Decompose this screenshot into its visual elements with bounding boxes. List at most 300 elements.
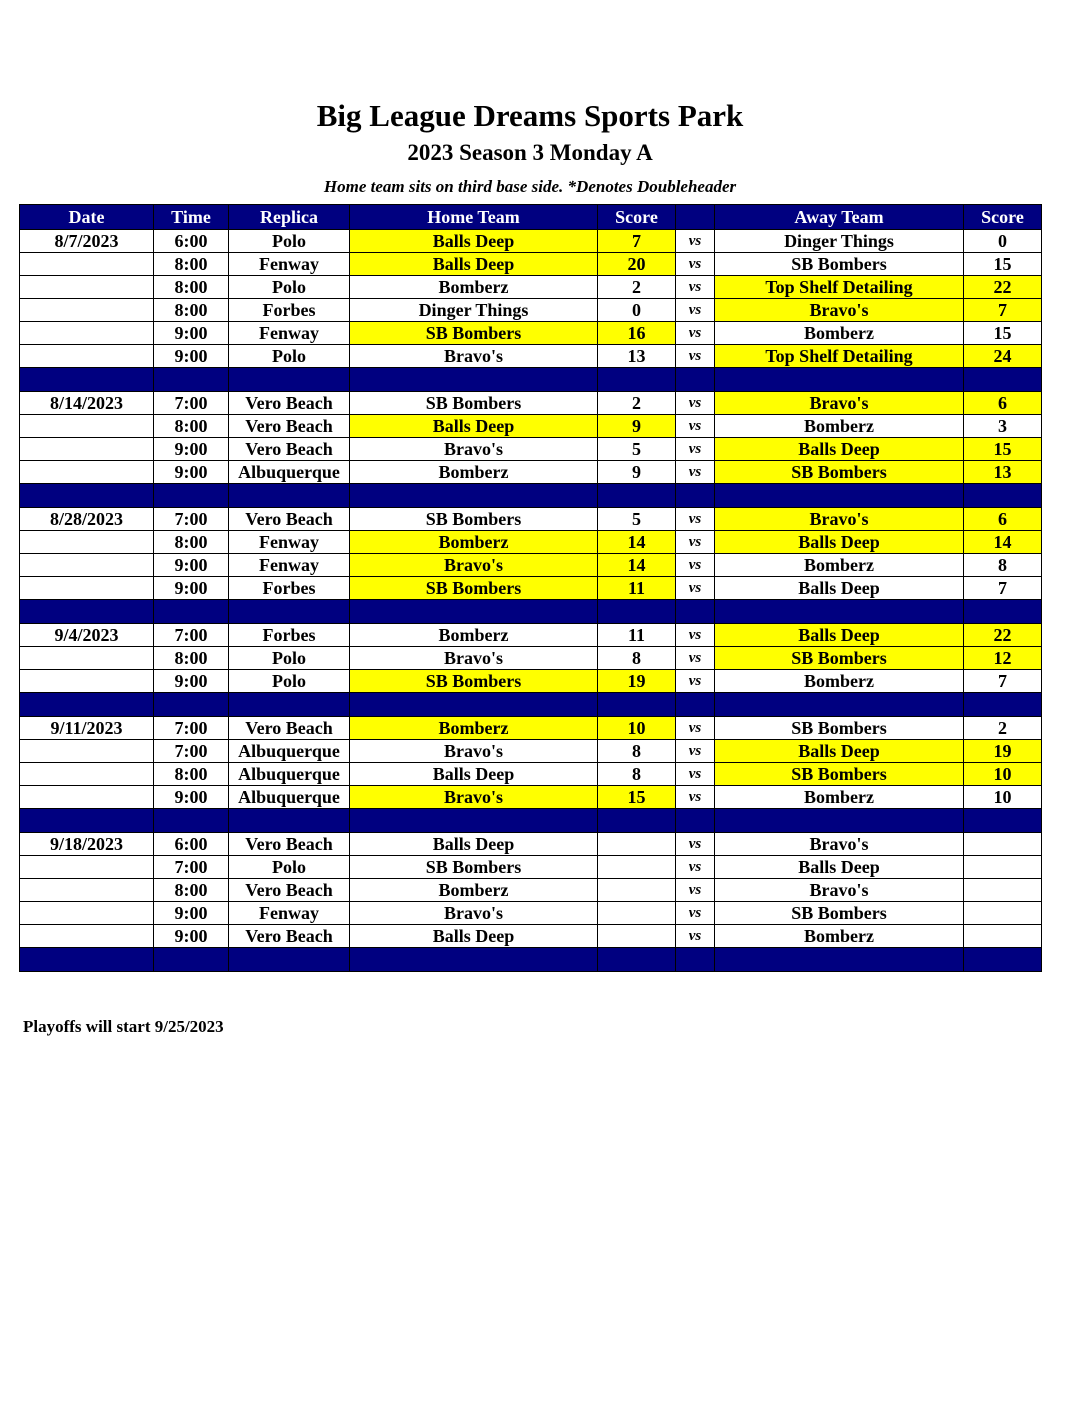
game-time: 6:00 (154, 833, 229, 856)
away-team: SB Bombers (715, 717, 964, 740)
home-team: Bomberz (350, 717, 598, 740)
home-team: SB Bombers (350, 577, 598, 600)
away-score: 0 (964, 230, 1042, 253)
separator-cell (964, 368, 1042, 392)
game-row (20, 833, 1042, 856)
game-row (20, 624, 1042, 647)
separator-cell (20, 693, 154, 717)
game-row (20, 577, 1042, 600)
game-field: Vero Beach (229, 717, 350, 740)
away-team: Bravo's (715, 392, 964, 415)
game-row (20, 461, 1042, 484)
game-field: Vero Beach (229, 879, 350, 902)
away-team: Bravo's (715, 299, 964, 322)
separator-cell (715, 484, 964, 508)
game-field: Fenway (229, 902, 350, 925)
separator-cell (154, 600, 229, 624)
home-team: Balls Deep (350, 833, 598, 856)
game-time: 9:00 (154, 322, 229, 345)
game-time: 9:00 (154, 554, 229, 577)
away-team: Bomberz (715, 670, 964, 693)
vs-label: vs (676, 925, 715, 948)
away-team: Bomberz (715, 554, 964, 577)
away-score: 22 (964, 624, 1042, 647)
game-time: 7:00 (154, 740, 229, 763)
col-header-time: Time (154, 205, 229, 230)
home-score: 9 (598, 461, 676, 484)
game-time: 9:00 (154, 902, 229, 925)
vs-label: vs (676, 647, 715, 670)
separator-cell (229, 948, 350, 972)
week-separator-row (20, 484, 1042, 508)
vs-label: vs (676, 786, 715, 809)
game-date-empty (20, 740, 154, 763)
home-score: 7 (598, 230, 676, 253)
away-score (964, 879, 1042, 902)
game-field: Albuquerque (229, 740, 350, 763)
home-team: SB Bombers (350, 392, 598, 415)
home-score: 15 (598, 786, 676, 809)
col-header-home-score: Score (598, 205, 676, 230)
season-subtitle: 2023 Season 3 Monday A (407, 140, 653, 165)
separator-cell (598, 693, 676, 717)
home-team: Balls Deep (350, 253, 598, 276)
game-field: Fenway (229, 253, 350, 276)
vs-label: vs (676, 276, 715, 299)
home-team: Bomberz (350, 531, 598, 554)
week-separator-row (20, 368, 1042, 392)
home-team: SB Bombers (350, 670, 598, 693)
vs-label: vs (676, 717, 715, 740)
away-team: Bomberz (715, 925, 964, 948)
game-field: Forbes (229, 577, 350, 600)
home-score (598, 879, 676, 902)
away-team: Balls Deep (715, 740, 964, 763)
away-team: Bomberz (715, 786, 964, 809)
col-header-away-score: Score (964, 205, 1042, 230)
separator-cell (350, 809, 598, 833)
home-score: 8 (598, 740, 676, 763)
home-score: 5 (598, 508, 676, 531)
vs-label: vs (676, 508, 715, 531)
home-team: Bomberz (350, 879, 598, 902)
separator-cell (229, 484, 350, 508)
away-score: 3 (964, 415, 1042, 438)
game-field: Polo (229, 856, 350, 879)
separator-cell (715, 809, 964, 833)
away-team: SB Bombers (715, 461, 964, 484)
header-row (20, 205, 1042, 230)
home-team: Bravo's (350, 345, 598, 368)
game-field: Fenway (229, 554, 350, 577)
game-field: Polo (229, 230, 350, 253)
game-date: 9/11/2023 (20, 717, 154, 740)
away-team: Bomberz (715, 415, 964, 438)
home-score: 2 (598, 392, 676, 415)
separator-cell (154, 948, 229, 972)
separator-cell (964, 948, 1042, 972)
col-header-away-team: Away Team (715, 205, 964, 230)
away-score: 8 (964, 554, 1042, 577)
vs-label: vs (676, 392, 715, 415)
away-team: SB Bombers (715, 763, 964, 786)
home-score: 11 (598, 577, 676, 600)
game-time: 7:00 (154, 508, 229, 531)
home-score: 8 (598, 763, 676, 786)
vs-label: vs (676, 670, 715, 693)
away-score: 24 (964, 345, 1042, 368)
separator-cell (598, 948, 676, 972)
game-field: Polo (229, 276, 350, 299)
game-field: Vero Beach (229, 925, 350, 948)
vs-label: vs (676, 461, 715, 484)
home-team: Bravo's (350, 438, 598, 461)
game-date-empty (20, 763, 154, 786)
game-date-empty (20, 647, 154, 670)
col-header-date: Date (20, 205, 154, 230)
away-score: 15 (964, 253, 1042, 276)
week-separator-row (20, 809, 1042, 833)
game-date: 8/28/2023 (20, 508, 154, 531)
game-row (20, 554, 1042, 577)
away-score: 19 (964, 740, 1042, 763)
game-row (20, 763, 1042, 786)
vs-label: vs (676, 763, 715, 786)
away-score: 14 (964, 531, 1042, 554)
home-team: Balls Deep (350, 230, 598, 253)
vs-label: vs (676, 554, 715, 577)
away-team: Bravo's (715, 833, 964, 856)
game-field: Fenway (229, 322, 350, 345)
game-row (20, 508, 1042, 531)
away-team: Balls Deep (715, 624, 964, 647)
away-team: Top Shelf Detailing (715, 345, 964, 368)
away-team: SB Bombers (715, 902, 964, 925)
game-date-empty (20, 415, 154, 438)
page-title: Big League Dreams Sports Park (316, 98, 744, 133)
home-score: 19 (598, 670, 676, 693)
schedule-body (20, 230, 1042, 972)
separator-cell (154, 484, 229, 508)
home-score: 16 (598, 322, 676, 345)
home-team: Bravo's (350, 786, 598, 809)
game-row (20, 345, 1042, 368)
separator-cell (964, 484, 1042, 508)
game-row (20, 925, 1042, 948)
game-row (20, 322, 1042, 345)
game-row (20, 438, 1042, 461)
game-date-empty (20, 531, 154, 554)
game-time: 8:00 (154, 299, 229, 322)
separator-cell (20, 600, 154, 624)
home-team: Bravo's (350, 740, 598, 763)
game-time: 8:00 (154, 415, 229, 438)
away-team: Top Shelf Detailing (715, 276, 964, 299)
home-team: Balls Deep (350, 763, 598, 786)
separator-cell (676, 484, 715, 508)
game-date-empty (20, 577, 154, 600)
game-field: Forbes (229, 624, 350, 647)
game-time: 8:00 (154, 253, 229, 276)
separator-cell (715, 693, 964, 717)
separator-cell (964, 600, 1042, 624)
separator-cell (229, 600, 350, 624)
home-team: Dinger Things (350, 299, 598, 322)
game-row (20, 531, 1042, 554)
separator-cell (229, 809, 350, 833)
game-field: Fenway (229, 531, 350, 554)
game-field: Albuquerque (229, 461, 350, 484)
game-date-empty (20, 856, 154, 879)
away-score (964, 902, 1042, 925)
game-field: Vero Beach (229, 833, 350, 856)
away-team: Bravo's (715, 508, 964, 531)
home-team: Balls Deep (350, 415, 598, 438)
separator-cell (20, 809, 154, 833)
home-score (598, 856, 676, 879)
away-score (964, 833, 1042, 856)
game-date-empty (20, 925, 154, 948)
home-score (598, 925, 676, 948)
game-row (20, 276, 1042, 299)
vs-label: vs (676, 879, 715, 902)
separator-cell (676, 693, 715, 717)
game-time: 8:00 (154, 879, 229, 902)
separator-cell (676, 368, 715, 392)
game-field: Albuquerque (229, 786, 350, 809)
game-date-empty (20, 299, 154, 322)
vs-label: vs (676, 345, 715, 368)
separator-cell (964, 809, 1042, 833)
game-time: 8:00 (154, 531, 229, 554)
away-team: SB Bombers (715, 253, 964, 276)
schedule-note: Home team sits on third base side. *Denotes Doubleheader (323, 177, 737, 196)
away-score: 10 (964, 786, 1042, 809)
vs-label: vs (676, 415, 715, 438)
game-row (20, 902, 1042, 925)
separator-cell (20, 368, 154, 392)
game-date: 9/18/2023 (20, 833, 154, 856)
game-date-empty (20, 554, 154, 577)
game-row (20, 856, 1042, 879)
col-header-replica: Replica (229, 205, 350, 230)
game-row (20, 647, 1042, 670)
separator-cell (598, 484, 676, 508)
vs-label: vs (676, 531, 715, 554)
home-team: Bomberz (350, 624, 598, 647)
game-date: 9/4/2023 (20, 624, 154, 647)
away-score: 6 (964, 392, 1042, 415)
away-team: Bomberz (715, 322, 964, 345)
separator-cell (229, 693, 350, 717)
separator-cell (598, 809, 676, 833)
vs-label: vs (676, 624, 715, 647)
game-time: 9:00 (154, 786, 229, 809)
game-time: 7:00 (154, 392, 229, 415)
vs-label: vs (676, 299, 715, 322)
separator-cell (676, 809, 715, 833)
game-date-empty (20, 670, 154, 693)
home-score: 10 (598, 717, 676, 740)
game-date: 8/7/2023 (20, 230, 154, 253)
separator-cell (20, 948, 154, 972)
away-team: Balls Deep (715, 438, 964, 461)
separator-cell (676, 600, 715, 624)
col-header-vs (676, 205, 715, 230)
vs-label: vs (676, 253, 715, 276)
game-date-empty (20, 322, 154, 345)
away-score: 7 (964, 577, 1042, 600)
game-date-empty (20, 253, 154, 276)
separator-cell (598, 368, 676, 392)
schedule-table (19, 204, 1042, 972)
game-date-empty (20, 345, 154, 368)
separator-cell (154, 809, 229, 833)
game-time: 9:00 (154, 461, 229, 484)
home-team: Bravo's (350, 647, 598, 670)
vs-label: vs (676, 230, 715, 253)
game-date: 8/14/2023 (20, 392, 154, 415)
separator-cell (350, 600, 598, 624)
game-row (20, 253, 1042, 276)
home-team: SB Bombers (350, 508, 598, 531)
home-score (598, 833, 676, 856)
home-team: Bomberz (350, 276, 598, 299)
away-score: 15 (964, 322, 1042, 345)
separator-cell (715, 948, 964, 972)
game-time: 9:00 (154, 670, 229, 693)
separator-cell (964, 693, 1042, 717)
game-time: 6:00 (154, 230, 229, 253)
home-team: SB Bombers (350, 856, 598, 879)
game-time: 7:00 (154, 856, 229, 879)
game-time: 9:00 (154, 577, 229, 600)
home-team: Bravo's (350, 902, 598, 925)
separator-cell (20, 484, 154, 508)
playoffs-note: Playoffs will start 9/25/2023 (23, 1017, 224, 1036)
col-header-home-team: Home Team (350, 205, 598, 230)
home-score: 2 (598, 276, 676, 299)
vs-label: vs (676, 833, 715, 856)
week-separator-row (20, 600, 1042, 624)
away-score: 22 (964, 276, 1042, 299)
game-field: Forbes (229, 299, 350, 322)
away-score: 10 (964, 763, 1042, 786)
home-score (598, 902, 676, 925)
game-time: 7:00 (154, 624, 229, 647)
vs-label: vs (676, 740, 715, 763)
away-score: 7 (964, 299, 1042, 322)
away-team: Balls Deep (715, 531, 964, 554)
game-date-empty (20, 276, 154, 299)
week-separator-row (20, 693, 1042, 717)
game-time: 8:00 (154, 647, 229, 670)
separator-cell (154, 693, 229, 717)
away-score: 13 (964, 461, 1042, 484)
away-score: 2 (964, 717, 1042, 740)
game-time: 9:00 (154, 438, 229, 461)
game-row (20, 299, 1042, 322)
away-team: SB Bombers (715, 647, 964, 670)
home-score: 13 (598, 345, 676, 368)
game-field: Vero Beach (229, 508, 350, 531)
game-field: Vero Beach (229, 392, 350, 415)
away-score: 12 (964, 647, 1042, 670)
week-separator-row (20, 948, 1042, 972)
game-field: Albuquerque (229, 763, 350, 786)
away-score (964, 925, 1042, 948)
separator-cell (676, 948, 715, 972)
game-row (20, 717, 1042, 740)
home-score: 14 (598, 554, 676, 577)
separator-cell (715, 368, 964, 392)
game-row (20, 740, 1042, 763)
away-score: 7 (964, 670, 1042, 693)
game-row (20, 415, 1042, 438)
game-field: Polo (229, 670, 350, 693)
game-time: 7:00 (154, 717, 229, 740)
separator-cell (229, 368, 350, 392)
game-time: 9:00 (154, 925, 229, 948)
separator-cell (350, 948, 598, 972)
separator-cell (350, 484, 598, 508)
separator-cell (350, 368, 598, 392)
away-team: Bravo's (715, 879, 964, 902)
vs-label: vs (676, 577, 715, 600)
away-score (964, 856, 1042, 879)
home-score: 0 (598, 299, 676, 322)
home-score: 11 (598, 624, 676, 647)
away-team: Balls Deep (715, 856, 964, 879)
game-field: Vero Beach (229, 415, 350, 438)
game-date-empty (20, 879, 154, 902)
game-row (20, 786, 1042, 809)
game-row (20, 879, 1042, 902)
game-row (20, 392, 1042, 415)
separator-cell (350, 693, 598, 717)
game-field: Polo (229, 647, 350, 670)
separator-cell (154, 368, 229, 392)
home-score: 5 (598, 438, 676, 461)
vs-label: vs (676, 438, 715, 461)
game-field: Vero Beach (229, 438, 350, 461)
away-team: Dinger Things (715, 230, 964, 253)
home-team: SB Bombers (350, 322, 598, 345)
game-field: Polo (229, 345, 350, 368)
game-date-empty (20, 438, 154, 461)
away-score: 15 (964, 438, 1042, 461)
away-score: 6 (964, 508, 1042, 531)
separator-cell (598, 600, 676, 624)
separator-cell (715, 600, 964, 624)
vs-label: vs (676, 322, 715, 345)
home-score: 14 (598, 531, 676, 554)
vs-label: vs (676, 902, 715, 925)
home-team: Bravo's (350, 554, 598, 577)
home-team: Balls Deep (350, 925, 598, 948)
home-score: 9 (598, 415, 676, 438)
away-team: Balls Deep (715, 577, 964, 600)
game-time: 8:00 (154, 763, 229, 786)
game-time: 9:00 (154, 345, 229, 368)
game-date-empty (20, 902, 154, 925)
home-team: Bomberz (350, 461, 598, 484)
vs-label: vs (676, 856, 715, 879)
home-score: 8 (598, 647, 676, 670)
home-score: 20 (598, 253, 676, 276)
game-time: 8:00 (154, 276, 229, 299)
game-date-empty (20, 786, 154, 809)
